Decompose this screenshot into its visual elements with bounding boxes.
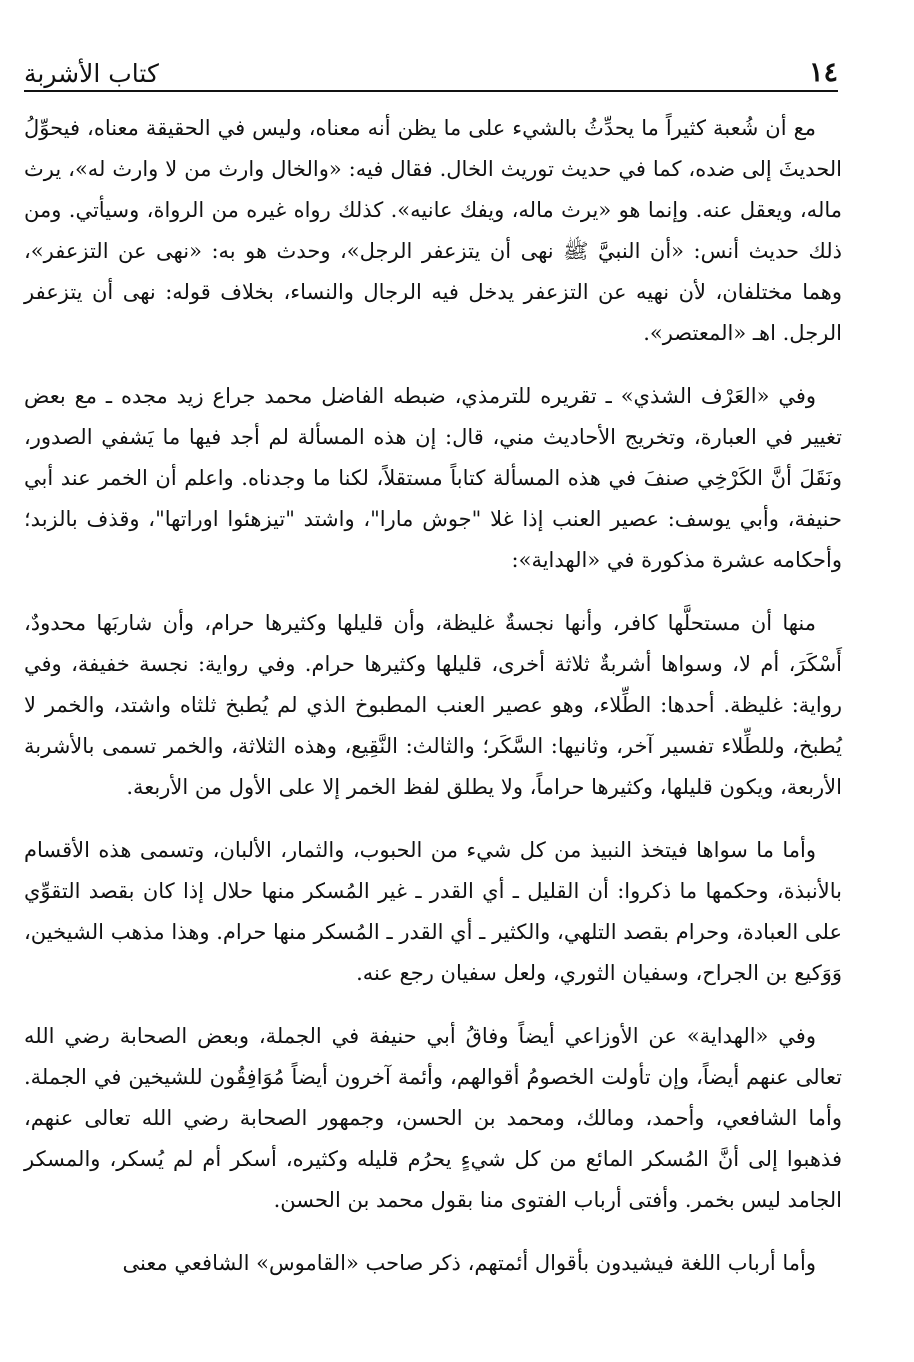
page-header <box>24 48 838 92</box>
paragraph-2: وفي «العَرْف الشذي» ـ تقريره للترمذي، ضبطه الفاضل محمد جراع زيد مجده ـ مع بعض تغيير في العبارة، وتخريج الأحاديث مني، قال: إن هذه المسألة لم أجد فيها ما يَشفي الصدور، ونَقَلَ أنَّ الكَرْخِي صنفَ في هذه المسألة كتاباً مستقلاً، لكنا ما وجدناه. واعلم أن الخمر عند أبي حنيفة، وأبي يوسف: عصير العنب إذا غلا "جوش مارا"، واشتد "تيزهئوا اوراتها"، وقذف بالزبد؛ وأحكامه عشرة مذكورة في «الهداية»: <box>24 384 842 572</box>
paragraph-4: وأما ما سواها فيتخذ النبيذ من كل شيء من الحبوب، والثمار، الألبان، وتسمى هذه الأقسام بالأنبذة، وحكمها ما ذكروا: أن القليل ـ أي القدر ـ غير المُسكر منها حلال إذا كان بقصد التقوِّي على العبادة، وحرام بقصد التلهي، والكثير ـ أي القدر ـ المُسكر منها حرام. وهذا مذهب الشيخين، وَوَكيع بن الجراح، وسفيان الثوري، ولعل سفيان رجع عنه. <box>24 838 842 985</box>
paragraph-1: مع أن شُعبة كثيراً ما يحدِّثُ بالشيء على ما يظن أنه معناه، وليس في الحقيقة معناه، فيحوِّلُ الحديثَ إلى ضده، كما في حديث توريث الخال. فقال فيه: «والخال وارث من لا وارث له»، يرث ماله، ويعقل عنه. وإنما هو «يرث ماله، ويفك عانيه». كذلك رواه غيره من الرواة، وسيأتي. ومن ذلك حديث أنس: «أن النبيَّ ﷺ نهى أن يتزعفر الرجل»، وحدث هو به: «نهى عن التزعفر»، وهما مختلفان، لأن نهيه عن التزعفر يدخل فيه الرجال والنساء، بخلاف قوله: نهى أن يتزعفر الرجل. اهـ «المعتصر». <box>24 116 842 345</box>
paragraph-5: وفي «الهداية» عن الأوزاعي أيضاً وفاقُ أبي حنيفة في الجملة، وبعض الصحابة رضي الله تعالى عنهم أيضاً، وإن تأولت الخصومُ أقوالهم، وأئمة آخرون أيضاً مُوَافِقُون للشيخين في الجملة. وأما الشافعي، وأحمد، ومالك، ومحمد بن الحسن، وجمهور الصحابة رضي الله تعالى عنهم، فذهبوا إلى أنَّ المُسكر المائع من كل شيءٍ يحرُم قليله وكثيره، أسكر أم لم يُسكر، والمسكر الجامد ليس بخمر. وأفتى أرباب الفتوى منا بقول محمد بن الحسن. <box>24 1024 842 1212</box>
paragraph-3: منها أن مستحلَّها كافر، وأنها نجسةٌ غليظة، وأن قليلها وكثيرها حرام، وأن شاربَها محدودٌ، أَسْكَرَ، أم لا، وسواها أشربةٌ ثلاثة أخرى، قليلها وكثيرها حرام. وفي رواية: نجسة خفيفة، وفي رواية: غليظة. أحدها: الطِّلاء، وهو عصير العنب المطبوخ الذي لم يُطبخ ثلثاه واشتد، والخمر لا يُطبخ، وللطِّلاء تفسير آخر، وثانيها: السَّكَر؛ والثالث: النَّقِيع، وهذه الثلاثة، والخمر تسمى بالأشربة الأربعة، ويكون قليلها، وكثيرها حراماً، ولا يطلق لفظ الخمر إلا على الأول من الأربعة. <box>24 611 842 799</box>
page-number: ١٤ <box>808 57 838 88</box>
book-title: كتاب الأشربة <box>24 59 159 88</box>
paragraph-6: وأما أرباب اللغة فيشيدون بأقوال أئمتهم، ذكر صاحب «القاموس» الشافعي معنى <box>122 1251 816 1275</box>
page-body <box>24 108 842 1284</box>
